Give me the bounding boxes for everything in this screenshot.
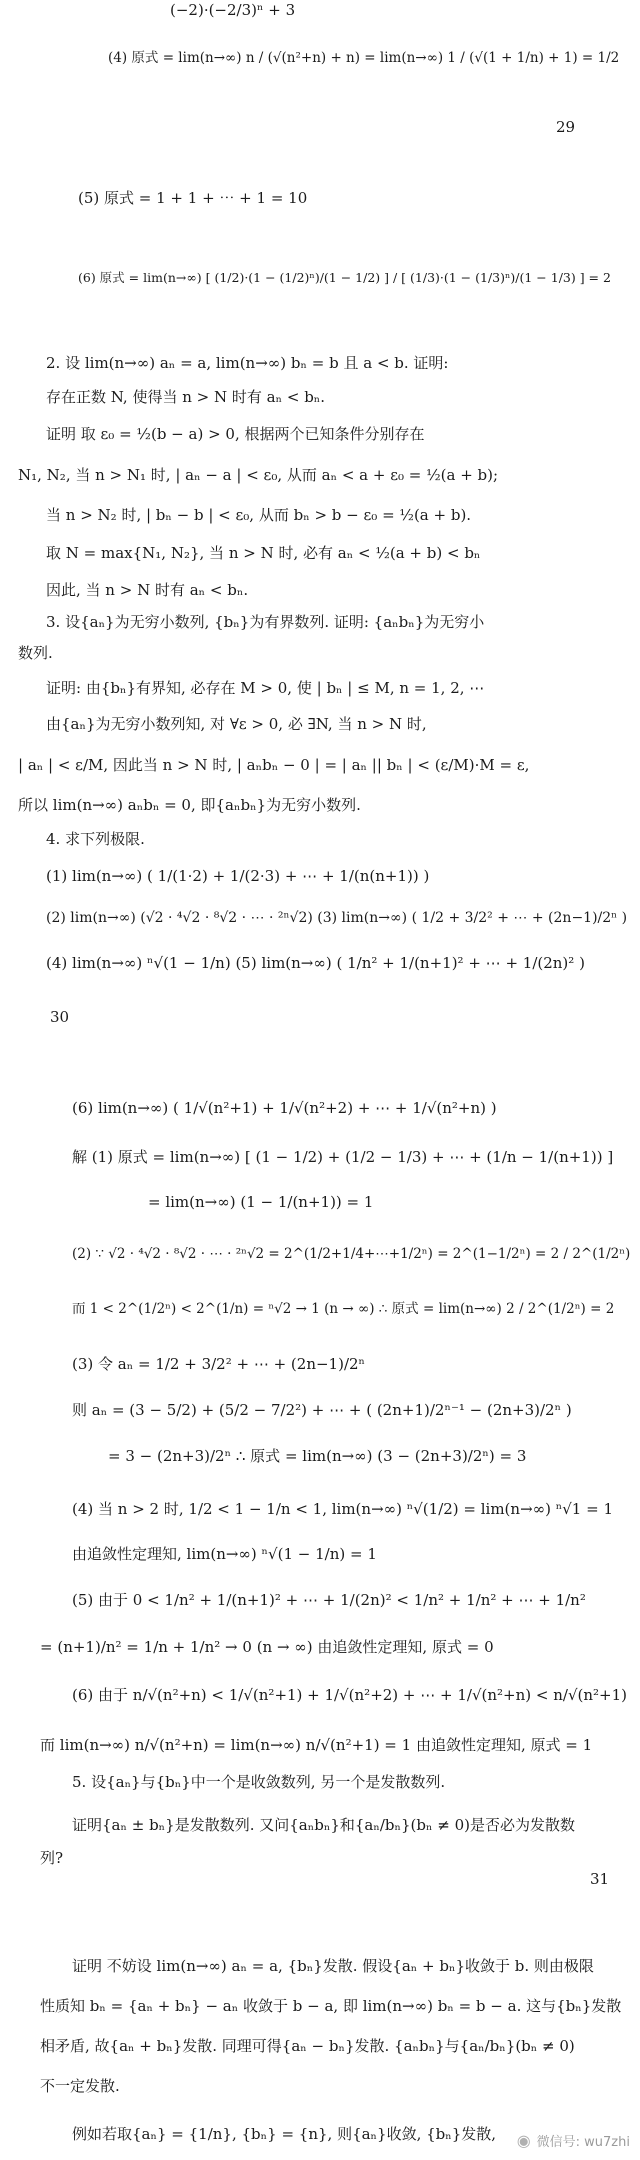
text-line: 证明{aₙ ± bₙ}是发散数列. 又问{aₙbₙ}和{aₙ/bₙ}(bₙ ≠ 0)是否必为发散数: [72, 1816, 575, 1834]
text-line: 3. 设{aₙ}为无穷小数列, {bₙ}为有界数列. 证明: {aₙbₙ}为无穷小: [46, 613, 485, 631]
formula-line: (5) 由于 0 < 1/n² + 1/(n+1)² + ⋯ + 1/(2n)² < 1/n² + 1/n² + ⋯ + 1/n²: [72, 1591, 586, 1609]
text-line: 性质知 bₙ = {aₙ + bₙ} − aₙ 收敛于 b − a, 即 lim(n→∞) bₙ = b − a. 这与{bₙ}发散: [40, 1997, 622, 2015]
formula-line: (6) 由于 n/√(n²+n) < 1/√(n²+1) + 1/√(n²+2) + ⋯ + 1/√(n²+n) < n/√(n²+1): [72, 1686, 628, 1704]
text-line: N₁, N₂, 当 n > N₁ 时, | aₙ − a | < ε₀, 从而 aₙ < a + ε₀ = ½(a + b);: [18, 466, 499, 484]
text-line: 证明: 由{bₙ}有界知, 必存在 M > 0, 使 | bₙ | ≤ M, n = 1, 2, ⋯: [46, 679, 485, 697]
page-number: 31: [590, 1870, 610, 1888]
page-number: 30: [50, 1008, 70, 1026]
formula-line: 由追敛性定理知, lim(n→∞) ⁿ√(1 − 1/n) = 1: [72, 1545, 377, 1563]
formula-line: = 3 − (2n+3)/2ⁿ ∴ 原式 = lim(n→∞) (3 − (2n+3)/2ⁿ) = 3: [108, 1447, 527, 1465]
formula-line: (5) 原式 = 1 + 1 + ⋯ + 1 = 10: [78, 189, 308, 207]
formula-line: = lim(n→∞) (1 − 1/(n+1)) = 1: [148, 1193, 374, 1211]
wechat-icon: ◉: [516, 2131, 531, 2150]
text-line: 相矛盾, 故{aₙ + bₙ}发散. 同理可得{aₙ − bₙ}发散. {aₙbₙ}与{aₙ/bₙ}(bₙ ≠ 0): [40, 2037, 575, 2055]
formula-line: (3) 令 aₙ = 1/2 + 3/2² + ⋯ + (2n−1)/2ⁿ: [72, 1355, 366, 1373]
text-line: 取 N = max{N₁, N₂}, 当 n > N 时, 必有 aₙ < ½(a + b) < bₙ: [46, 544, 481, 562]
text-line: | aₙ | < ε/M, 因此当 n > N 时, | aₙbₙ − 0 | = | aₙ || bₙ | < (ε/M)·M = ε,: [18, 756, 530, 774]
formula-line: (6) 原式 = lim(n→∞) [ (1/2)·(1 − (1/2)ⁿ)/(1 − 1/2) ] / [ (1/3)·(1 − (1/3)ⁿ)/(1 − 1/3) ] = 2: [78, 270, 611, 285]
text-line: 由{aₙ}为无穷小数列知, 对 ∀ε > 0, 必 ∃N, 当 n > N 时,: [46, 715, 427, 733]
formula-line: (4) 当 n > 2 时, 1/2 < 1 − 1/n < 1, lim(n→∞) ⁿ√(1/2) = lim(n→∞) ⁿ√1 = 1: [72, 1500, 613, 1518]
formula-line: (1) lim(n→∞) ( 1/(1·2) + 1/(2·3) + ⋯ + 1/(n(n+1)) ): [46, 867, 430, 885]
text-line: 4. 求下列极限.: [46, 830, 145, 848]
formula-line: 则 aₙ = (3 − 5/2) + (5/2 − 7/2²) + ⋯ + ( (2n+1)/2ⁿ⁻¹ − (2n+3)/2ⁿ ): [72, 1401, 572, 1419]
page-gap: [0, 1900, 640, 1908]
text-line: 证明 不妨设 lim(n→∞) aₙ = a, {bₙ}发散. 假设{aₙ + bₙ}收敛于 b. 则由极限: [72, 1957, 594, 1975]
text-line: 例如若取{aₙ} = {1/n}, {bₙ} = {n}, 则{aₙ}收敛, {bₙ}发散,: [72, 2125, 497, 2143]
formula-line: (4) lim(n→∞) ⁿ√(1 − 1/n) (5) lim(n→∞) ( 1/n² + 1/(n+1)² + ⋯ + 1/(2n)² ): [46, 954, 585, 972]
formula-line: (−2)·(−2/3)ⁿ + 3: [170, 1, 296, 19]
formula-line: (2) ∵ √2 · ⁴√2 · ⁸√2 · ⋯ · ²ⁿ√2 = 2^(1/2+1/4+⋯+1/2ⁿ) = 2^(1−1/2ⁿ) = 2 / 2^(1/2ⁿ): [72, 1246, 631, 1262]
formula-line: (4) 原式 = lim(n→∞) n / (√(n²+n) + n) = lim(n→∞) 1 / (√(1 + 1/n) + 1) = 1/2: [108, 50, 620, 66]
formula-line: (6) lim(n→∞) ( 1/√(n²+1) + 1/√(n²+2) + ⋯ + 1/√(n²+n) ): [72, 1099, 497, 1117]
text-line: 所以 lim(n→∞) aₙbₙ = 0, 即{aₙbₙ}为无穷小数列.: [18, 796, 361, 814]
page-gap: [0, 1040, 640, 1048]
text-line: 数列.: [18, 644, 53, 662]
formula-line: 而 1 < 2^(1/2ⁿ) < 2^(1/n) = ⁿ√2 → 1 (n → ∞) ∴ 原式 = lim(n→∞) 2 / 2^(1/2ⁿ) = 2: [72, 1301, 615, 1317]
formula-line: 解 (1) 原式 = lim(n→∞) [ (1 − 1/2) + (1/2 − 1/3) + ⋯ + (1/n − 1/(n+1)) ]: [72, 1148, 614, 1166]
page-number: 29: [556, 118, 576, 136]
formula-line: (2) lim(n→∞) (√2 · ⁴√2 · ⁸√2 · ⋯ · ²ⁿ√2) (3) lim(n→∞) ( 1/2 + 3/2² + ⋯ + (2n−1)/2ⁿ ): [46, 910, 628, 926]
watermark-text: 微信号: wu7zhi: [536, 2135, 630, 2150]
text-line: 列?: [40, 1849, 64, 1867]
text-line: 2. 设 lim(n→∞) aₙ = a, lim(n→∞) bₙ = b 且 a < b. 证明:: [46, 354, 449, 372]
watermark: [517, 2131, 630, 2150]
page-gap: [0, 140, 640, 148]
formula-line: 而 lim(n→∞) n/√(n²+n) = lim(n→∞) n/√(n²+1) = 1 由追敛性定理知, 原式 = 1: [40, 1736, 593, 1754]
text-line: 证明 取 ε₀ = ½(b − a) > 0, 根据两个已知条件分别存在: [46, 425, 425, 443]
text-line: 存在正数 N, 使得当 n > N 时有 aₙ < bₙ.: [46, 388, 326, 406]
formula-line: = (n+1)/n² = 1/n + 1/n² → 0 (n → ∞) 由追敛性定理知, 原式 = 0: [40, 1638, 494, 1656]
text-line: 当 n > N₂ 时, | bₙ − b | < ε₀, 从而 bₙ > b − ε₀ = ½(a + b).: [46, 506, 472, 524]
text-line: 因此, 当 n > N 时有 aₙ < bₙ.: [46, 581, 249, 599]
text-line: 5. 设{aₙ}与{bₙ}中一个是收敛数列, 另一个是发散数列.: [72, 1773, 446, 1791]
text-line: 不一定发散.: [40, 2077, 120, 2095]
